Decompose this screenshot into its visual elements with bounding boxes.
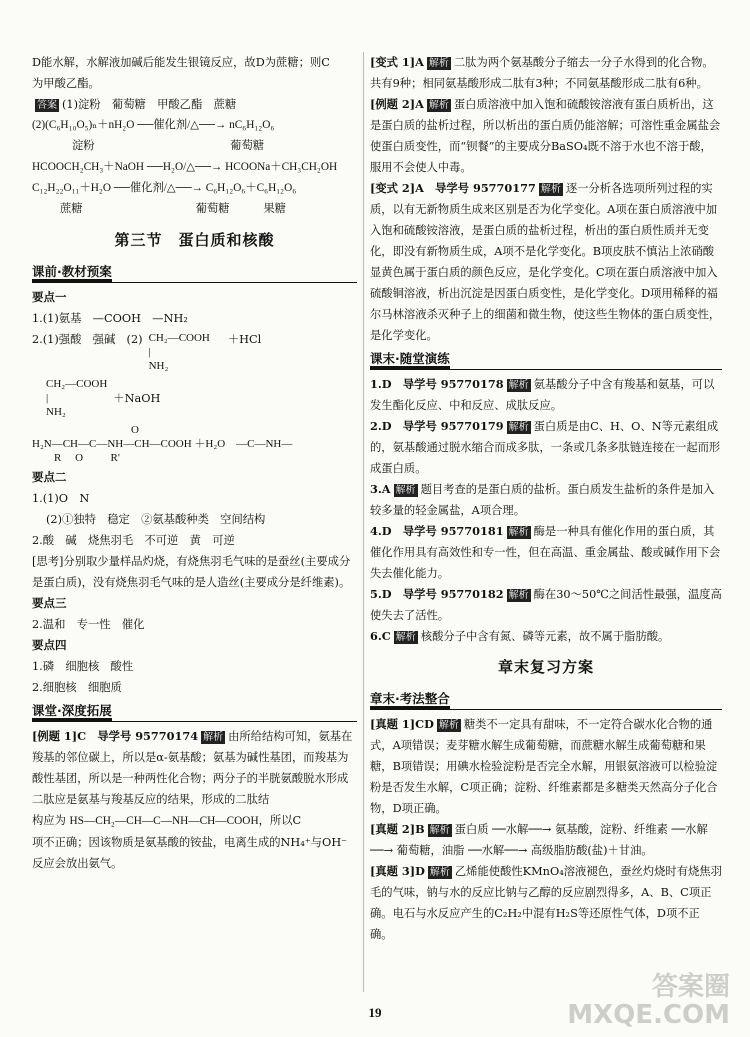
section-header-preview xyxy=(32,261,357,283)
variant-2 xyxy=(370,178,722,346)
section-header-practice-label: 课末·随堂演练 xyxy=(370,351,450,369)
answer-6-text: 核酸分子中含有氮、磷等元素，故不属于脂肪酸。 xyxy=(420,630,670,643)
exam-1-text: 糖类不一定具有甜味，不一定符合碳水化合物的通式，A项错误；麦芽糖水解生成葡萄糖，而蔗糖水解生成葡萄糖和果糖，B项错误；用碘水检验淀粉是否完全水解，用银氨溶液可以检验淀粉是否发生水解，C项正确；淀粉、纤维素都是多糖类天然高分子化合物，D项正确。 xyxy=(370,718,718,815)
kp2-line-2: (2)①独特 稳定 ②氨基酸种类 空间结构 xyxy=(46,513,266,526)
key-point-2: 要点二 xyxy=(32,470,67,484)
section-header-preview-label: 课前·教材预案 xyxy=(32,264,112,282)
answer-5-tag: 解析 xyxy=(508,590,529,601)
equation-1-labels: 淀粉 葡萄糖 xyxy=(72,140,265,152)
equation-2: HCOOCH₂CH₃＋NaOH ──H₂O/△──→ HCOONa＋CH₃CH₂OH xyxy=(32,161,338,173)
answer-5 xyxy=(370,584,722,626)
exam-3-head: [真题 3]D xyxy=(370,864,425,878)
section-header-class xyxy=(32,700,357,722)
section-header-chapter-label: 章末·考法整合 xyxy=(370,691,450,709)
exam-1-head: [真题 1]CD xyxy=(370,717,434,731)
answer-4 xyxy=(370,521,722,584)
exam-3 xyxy=(370,861,722,945)
example-2 xyxy=(370,94,722,178)
answer-6-head: 6.C xyxy=(370,629,391,643)
equation-3: C₁₂H₂₂O₁₁＋H₂O ──催化剂/△──→ C₆H₁₂O₆＋C₆H₁₂O₆ xyxy=(32,182,297,194)
answer-tag: 答案 xyxy=(37,100,57,111)
kp2-line-3: 2.酸 碱 烧焦羽毛 不可逆 黄 可逆 xyxy=(32,534,235,547)
section-header-practice xyxy=(370,348,722,370)
exam-2-text: 蛋白质 ──水解──→ 氨基酸，淀粉、纤维素 ──水解──→ 葡萄糖，油脂 ──水解──→ 高级脂肪酸(盐)＋甘油。 xyxy=(370,823,708,857)
answer-5-text: 酶在30～50℃之间活性最强，温度高使失去了活性。 xyxy=(370,588,722,622)
answer-6-tag: 解析 xyxy=(395,632,416,643)
glycine-structure-1: CH₂—COOH | NH₂ xyxy=(148,332,210,372)
variant-1-head: [变式 1]A xyxy=(370,55,424,69)
watermark-text: 答案圈 MXQE.COM xyxy=(567,972,730,1030)
exam-1 xyxy=(370,714,722,819)
chapter-title: 章末复习方案 xyxy=(497,658,594,676)
answer-2-tag: 解析 xyxy=(508,422,529,433)
answer-4-tag: 解析 xyxy=(508,527,529,538)
answer-1 xyxy=(370,374,722,416)
exam-2-tag: 解析 xyxy=(429,825,450,836)
watermark-logo xyxy=(567,973,730,1029)
variant-1-text: 二肽为两个氨基酸分子缩去一分子水得到的化合物。共有9种；相同氨基酸形成二肽有3种；不同氨基酸形成二肽有6种。 xyxy=(370,56,714,90)
key-point-3: 要点三 xyxy=(32,596,67,610)
exam-3-tag: 解析 xyxy=(429,867,450,878)
example-2-tag: 解析 xyxy=(428,100,449,111)
equation-3-labels: 蔗糖 葡萄糖 果糖 xyxy=(60,203,286,215)
kp3-line: 2.温和 专一性 催化 xyxy=(32,618,145,631)
left-column xyxy=(32,52,357,874)
exam-3-text: 乙烯能使酸性KMnO₄溶液褪色，蚕丝灼烧时有烧焦羽毛的气味，钠与水的反应比钠与乙醇的反应剧烈得多，A、B、C项正确。电石与水反应产生的C₂H₂中混有H₂S等还原性气体，D项不正确。 xyxy=(370,865,722,941)
answer-1-text: 氨基酸分子中含有羧基和氨基，可以发生酯化反应、中和反应、成肽反应。 xyxy=(370,378,715,412)
example-1-text: 由所给结构可知，氨基在羧基的邻位碳上，所以是α-氨基酸；氨基为碱性基团，而羧基为酸性基团，所以是一种两性化合物；两分子的半胱氨酸脱水形成二肽应是氨基与羧基反应的结果，形成的二肽结 xyxy=(32,730,353,806)
intro-line-1: D能水解，水解液加碱后能发生银镜反应，故D为蔗糖；则C xyxy=(32,56,330,69)
variant-2-tag: 解析 xyxy=(540,184,561,195)
think-note: [思考]分别取少量样品灼烧，有烧焦羽毛气味的是蚕丝(主要成分是蛋白质)，没有烧焦羽毛气味的是人造丝(主要成分是纤维素)。 xyxy=(32,555,351,589)
equation-1: (2)(C₆H₁₀O₅)ₙ＋nH₂O ──催化剂/△──→ nC₆H₁₂O₆ xyxy=(32,119,275,131)
page-number: 19 xyxy=(368,1005,382,1020)
kp4-line-1: 1.磷 细胞核 酸性 xyxy=(32,660,134,673)
kp1-line-2-text: 2.(1)强酸 强碱 (2) xyxy=(32,333,143,346)
example-1-head: [例题 1]C 导学号 95770174 xyxy=(32,729,199,743)
example-1-structure-prefix: 构应为 xyxy=(32,814,66,827)
key-point-1: 要点一 xyxy=(32,290,67,304)
example-2-head: [例题 2]A xyxy=(370,97,424,111)
peptide-top: O xyxy=(32,424,139,436)
answer-4-text: 酶是一种具有催化作用的蛋白质，其催化作用具有高效性和专一性，但在高温、重金属盐、酸或碱作用下会失去催化能力。 xyxy=(370,525,721,580)
peptide-mid: H₂N—CH—C—NH—CH—COOH ＋H₂O —C—NH— xyxy=(32,438,293,450)
example-1-structure: HS—CH₂—CH—C—NH—CH—COOH xyxy=(69,815,259,827)
column-divider xyxy=(363,52,364,992)
answer-1-head: 1.D 导学号 95770178 xyxy=(370,377,504,391)
answer-2 xyxy=(370,416,722,479)
kp1-line-2 xyxy=(32,329,357,375)
answer-line xyxy=(32,94,357,115)
variant-2-head: [变式 2]A 导学号 95770177 xyxy=(370,181,536,195)
answer-3 xyxy=(370,479,722,521)
kp1-line-3-tail: ＋NaOH xyxy=(113,391,161,405)
answer-6 xyxy=(370,626,722,647)
section-title: 第三节 蛋白质和核酸 xyxy=(114,231,275,249)
section-header-class-label: 课堂·深度拓展 xyxy=(32,703,112,721)
key-point-4: 要点四 xyxy=(32,638,67,652)
example-1-tail: 项不正确；因该物质是氨基酸的铵盐，电离生成的NH₄⁺与OH⁻反应会放出氨气。 xyxy=(32,836,348,870)
answer-5-head: 5.D 导学号 95770182 xyxy=(370,587,504,601)
example-1 xyxy=(32,726,357,810)
variant-2-text: 逐一分析各选项所列过程的实质，以有无新物质生成来区别是否为化学变化。A项在蛋白质溶液中加入饱和硫酸铵溶液，是蛋白质的盐析过程，析出的蛋白质性质并无变化，即没有新物质生成，A项不是化学变化。B项皮肤不慎沾上浓硝酸显黄色属于蛋白质的颜色反应，是化学变化。C项在蛋白质溶液中加入硫酸铜溶液，析出沉淀是因蛋白质变性，是化学变化。D项用稀释的福尔马林溶液杀灭种子上的细菌和微生物，使这些生物体的蛋白质变性，是化学变化。 xyxy=(370,182,721,342)
variant-1-tag: 解析 xyxy=(428,58,449,69)
example-1-structure-line xyxy=(32,810,357,832)
answer-text: (1)淀粉 葡萄糖 甲酸乙酯 蔗糖 xyxy=(62,98,237,111)
answer-3-tag: 解析 xyxy=(395,485,416,496)
exam-2 xyxy=(370,819,722,861)
answer-3-text: 题目考查的是蛋白质的盐析。蛋白质发生盐析的条件是加入较多量的轻金属盐，A项合理。 xyxy=(370,483,715,517)
example-2-text: 蛋白质溶液中加入饱和硫酸铵溶液有蛋白质析出，这是蛋白质的盐析过程，所以析出的蛋白质仍能溶解；可溶性重金属盐会使蛋白质变性，而“钡餐”的主要成分BaSO₄既不溶于水也不溶于酸，服用不会使人中毒。 xyxy=(370,98,721,174)
answer-2-head: 2.D 导学号 95770179 xyxy=(370,419,504,433)
kp1-line-2-tail: ＋HCl xyxy=(227,333,262,346)
kp1-line-3 xyxy=(32,375,357,421)
answer-2-text: 蛋白质是由C、H、O、N等元素组成的，氨基酸通过脱水缩合而成多肽，一条或几条多肽链连接在一起而形成蛋白质。 xyxy=(370,420,721,475)
variant-1 xyxy=(370,52,722,94)
kp1-line-1: 1.(1)氨基 —COOH —NH₂ xyxy=(32,312,188,325)
answer-3-head: 3.A xyxy=(370,482,391,496)
kp2-line-1: 1.(1)O N xyxy=(32,492,90,505)
glycine-structure-2: CH₂—COOH | NH₂ xyxy=(46,378,108,418)
example-1-structure-tail: ，所以C xyxy=(258,814,302,827)
intro-line-2: 为甲酸乙酯。 xyxy=(32,77,100,90)
answer-1-tag: 解析 xyxy=(508,380,529,391)
kp4-line-2: 2.细胞核 细胞质 xyxy=(32,681,122,694)
exam-1-tag: 解析 xyxy=(438,720,459,731)
peptide-structure xyxy=(32,423,357,465)
answer-4-head: 4.D 导学号 95770181 xyxy=(370,524,504,538)
right-column xyxy=(370,52,722,945)
peptide-bot: R O R' xyxy=(32,452,120,464)
section-header-chapter xyxy=(370,688,722,710)
example-1-tag: 解析 xyxy=(203,732,224,743)
exam-2-head: [真题 2]B xyxy=(370,822,425,836)
